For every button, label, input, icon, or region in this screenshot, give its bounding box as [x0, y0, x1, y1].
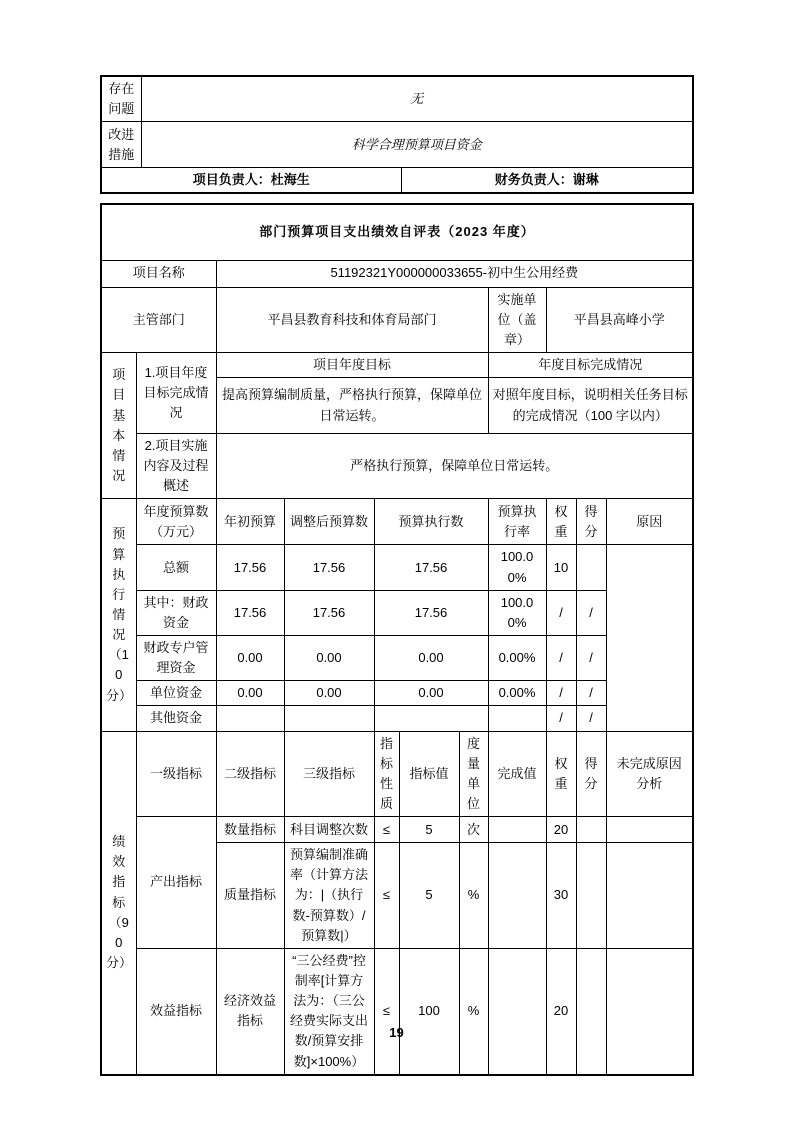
- budget-cell-rate: [488, 706, 546, 731]
- table-row: [101, 499, 693, 545]
- perf-score: [576, 817, 606, 843]
- perf-header-level2: 二级指标: [216, 731, 284, 817]
- budget-cell-score: /: [576, 681, 606, 706]
- budget-header-initial: 年初预算: [216, 499, 284, 545]
- perf-value: 5: [399, 843, 459, 949]
- budget-row-special-account: [101, 636, 693, 681]
- perf-done: [488, 843, 546, 949]
- table-row: [101, 204, 693, 260]
- measures-value: 科学合理预算项目资金: [141, 122, 693, 168]
- impl-unit-label: 实施单位（盖章）: [488, 287, 546, 352]
- perf-reason: [606, 948, 693, 1074]
- perf-score: [576, 948, 606, 1074]
- dept-label: 主管部门: [101, 287, 216, 352]
- budget-cell-executed: 17.56: [374, 545, 488, 590]
- implementation-text: 严格执行预算，保障单位日常运转。: [216, 434, 693, 499]
- project-name-label: 项目名称: [101, 260, 216, 287]
- budget-row-label: 总额: [136, 545, 216, 590]
- budget-header-rowlabel: 年度预算数（万元）: [136, 499, 216, 545]
- impl-unit-value: 平昌县高峰小学: [546, 287, 693, 352]
- budget-row-label: 财政专户管理资金: [136, 636, 216, 681]
- performance-section-label: 绩效指标（90 分）: [101, 731, 136, 1075]
- table-row: [101, 76, 693, 122]
- goal-completion-header: 年度目标完成情况: [488, 352, 693, 377]
- budget-cell-score: [576, 545, 606, 590]
- budget-cell-weight: /: [546, 590, 576, 635]
- perf-row-quantity: [101, 817, 693, 843]
- table-row: [101, 434, 693, 499]
- annual-goal-header: 项目年度目标: [216, 352, 488, 377]
- perf-header-level1: 一级指标: [136, 731, 216, 817]
- perf-row-benefit: [101, 948, 693, 1074]
- budget-cell-score: /: [576, 706, 606, 731]
- budget-header-adjusted: 调整后预算数: [284, 499, 374, 545]
- perf-level3: 预算编制准确率（计算方法为：|（执行数-预算数）/预算数|）: [284, 843, 374, 949]
- budget-cell-weight: /: [546, 636, 576, 681]
- measures-label: 改进措施: [101, 122, 141, 168]
- perf-header-done: 完成值: [488, 731, 546, 817]
- perf-nature: ≤: [374, 948, 399, 1074]
- budget-cell-adjusted: 17.56: [284, 590, 374, 635]
- perf-unit: 次: [459, 817, 488, 843]
- budget-header-score: 得分: [576, 499, 606, 545]
- budget-cell-rate: 100.00%: [488, 545, 546, 590]
- table-row: [101, 287, 693, 352]
- budget-cell-weight: /: [546, 706, 576, 731]
- budget-header-weight: 权重: [546, 499, 576, 545]
- perf-level2: 经济效益指标: [216, 948, 284, 1074]
- perf-header-unit: 度量单位: [459, 731, 488, 817]
- perf-header-level3: 三级指标: [284, 731, 374, 817]
- perf-reason: [606, 817, 693, 843]
- perf-level1-benefit: 效益指标: [136, 948, 216, 1074]
- budget-cell-initial: 17.56: [216, 590, 284, 635]
- budget-header-executed: 预算执行数: [374, 499, 488, 545]
- budget-cell-weight: /: [546, 681, 576, 706]
- budget-cell-adjusted: 0.00: [284, 636, 374, 681]
- budget-cell-executed: 0.00: [374, 636, 488, 681]
- budget-reason-cell: [606, 545, 693, 731]
- dept-value: 平昌县教育科技和体育局部门: [216, 287, 488, 352]
- table-row: [101, 260, 693, 287]
- annual-goal-text: 提高预算编制质量，严格执行预算，保障单位日常运转。: [216, 378, 488, 434]
- perf-header-nature: 指标性质: [374, 731, 399, 817]
- budget-cell-adjusted: [284, 706, 374, 731]
- basic-row1-label: 1.项目年度目标完成情况: [136, 352, 216, 433]
- budget-row-unit-funds: [101, 681, 693, 706]
- perf-level2: 质量指标: [216, 843, 284, 949]
- perf-score: [576, 843, 606, 949]
- evaluation-table: [100, 203, 694, 1076]
- project-manager: 项目负责人：杜海生: [101, 168, 401, 194]
- budget-row-label: 其中：财政资金: [136, 590, 216, 635]
- perf-unit: %: [459, 843, 488, 949]
- issues-label: 存在问题: [101, 76, 141, 122]
- budget-row-label: 单位资金: [136, 681, 216, 706]
- budget-cell-executed: 17.56: [374, 590, 488, 635]
- project-name-value: 51192321Y000000033655-初中生公用经费: [216, 260, 693, 287]
- budget-cell-adjusted: 17.56: [284, 545, 374, 590]
- budget-row-other-funds: [101, 706, 693, 731]
- finance-manager: 财务负责人：谢琳: [401, 168, 693, 194]
- perf-level2: 数量指标: [216, 817, 284, 843]
- perf-header-value: 指标值: [399, 731, 459, 817]
- budget-cell-executed: [374, 706, 488, 731]
- perf-weight: 20: [546, 817, 576, 843]
- budget-cell-initial: 0.00: [216, 681, 284, 706]
- budget-cell-initial: 0.00: [216, 636, 284, 681]
- perf-value: 100: [399, 948, 459, 1074]
- budget-cell-score: /: [576, 636, 606, 681]
- budget-cell-score: /: [576, 590, 606, 635]
- perf-nature: ≤: [374, 843, 399, 949]
- budget-cell-executed: 0.00: [374, 681, 488, 706]
- table-row: [101, 731, 693, 817]
- budget-header-reason: 原因: [606, 499, 693, 545]
- perf-level3: “三公经费”控制率[计算方法为：（三公经费实际支出数/预算安排数]×100%）: [284, 948, 374, 1074]
- perf-weight: 30: [546, 843, 576, 949]
- perf-value: 5: [399, 817, 459, 843]
- goal-completion-text: 对照年度目标，说明相关任务目标的完成情况（100 字以内）: [488, 378, 693, 434]
- budget-row-label: 其他资金: [136, 706, 216, 731]
- budget-section-label: 预算执行情况（10 分）: [101, 499, 136, 731]
- perf-header-score: 得分: [576, 731, 606, 817]
- table-row: [101, 122, 693, 168]
- budget-cell-weight: 10: [546, 545, 576, 590]
- perf-header-weight: 权重: [546, 731, 576, 817]
- perf-reason: [606, 843, 693, 949]
- budget-cell-rate: 0.00%: [488, 681, 546, 706]
- budget-cell-initial: 17.56: [216, 545, 284, 590]
- perf-level1-output: 产出指标: [136, 817, 216, 949]
- table-row: [101, 352, 693, 377]
- budget-row-fiscal: [101, 590, 693, 635]
- budget-cell-rate: 100.00%: [488, 590, 546, 635]
- budget-cell-initial: [216, 706, 284, 731]
- perf-done: [488, 817, 546, 843]
- budget-header-rate: 预算执行率: [488, 499, 546, 545]
- summary-table: [100, 75, 694, 194]
- perf-header-reason: 未完成原因分析: [606, 731, 693, 817]
- perf-weight: 20: [546, 948, 576, 1074]
- issues-value: 无: [141, 76, 693, 122]
- form-title: 部门预算项目支出绩效自评表（2023 年度）: [101, 204, 693, 260]
- budget-cell-rate: 0.00%: [488, 636, 546, 681]
- perf-level3: 科目调整次数: [284, 817, 374, 843]
- page-number: 19: [389, 1025, 404, 1040]
- perf-unit: %: [459, 948, 488, 1074]
- basic-row2-label: 2.项目实施内容及过程概述: [136, 434, 216, 499]
- perf-nature: ≤: [374, 817, 399, 843]
- perf-done: [488, 948, 546, 1074]
- basic-section-label: 项目基本情况: [101, 352, 136, 499]
- budget-row-total: [101, 545, 693, 590]
- table-row: [101, 168, 693, 194]
- budget-cell-adjusted: 0.00: [284, 681, 374, 706]
